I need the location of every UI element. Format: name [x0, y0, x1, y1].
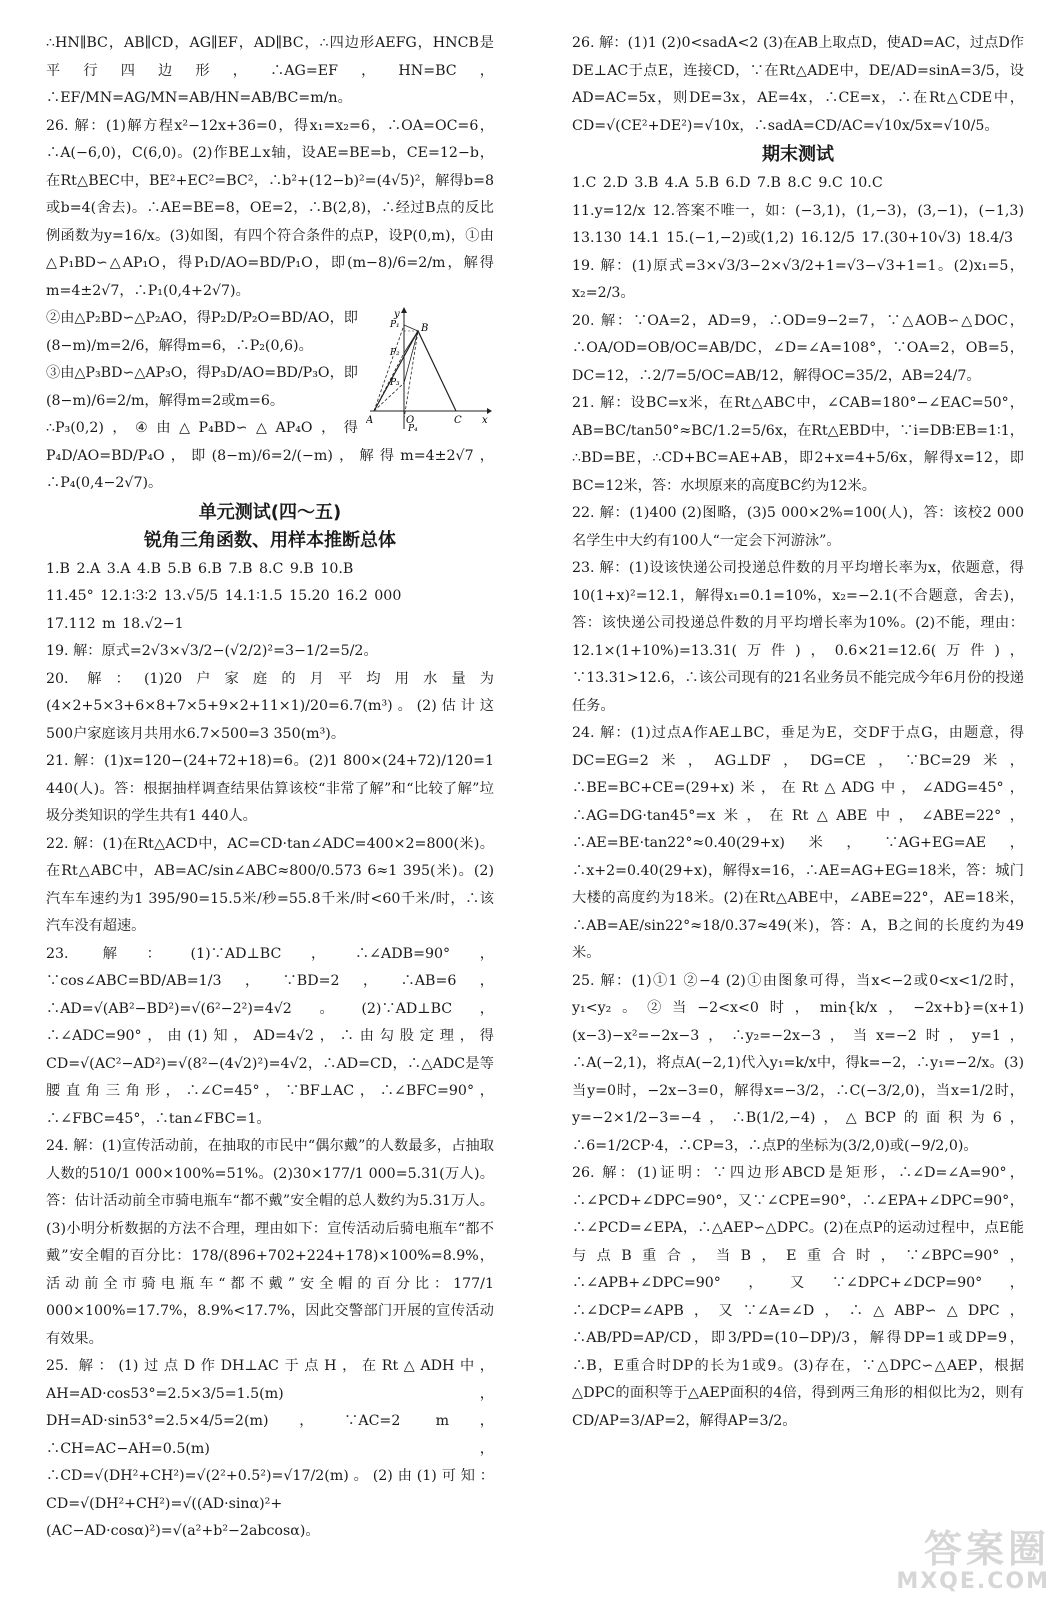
answer-paragraph: ∴HN∥BC，AB∥CD，AG∥EF，AD∥BC，∴四边形AEFG，HNCB是平行四边形，∴AG=EF，HN=BC，∴EF/MN=AG/MN=AB/HN=AB/BC=m/n。 [46, 35, 494, 106]
answer-paragraph: 20. 解：(1)20户家庭的月平均用水量为(4×2+5×3+6×8+7×5+9×2+11×1)/20=6.7(m³)。(2)估计这500户家庭该月共用水6.7×500=3 350(m³)。 [46, 670, 494, 742]
fill-blank-answers: 11.y=12/x 12.答案不唯一，如：(−3,1)，(1,−3)，(3,−1)，(−1,3) 13.130 14.1 15.(−1,−2)或(1,2) 16.12/5 17.(30+10√3) 18.4/3 [572, 202, 1024, 246]
point-label-a: A [366, 415, 374, 426]
answer-paragraph: 24. 解：(1)过点A作AE⊥BC，垂足为E，交DF于点G，由题意，得DC=EG=2米，AG⊥DF，DG=CE，∵BC=29米，∴BE=BC+CE=(29+x)米，在Rt△ADG中，∠ADG=45°，∴AG=DG·tan45°=x米，在Rt△ABE中，∠ABE=22°，∴AE=BE·tan22°≈0.40(29+x)米，∵AG+EG=AE，∴x+2=0.40(29+x)，解得x=16，∴AE=AG+EG=18米，答：城门大楼的高度约为18米。(2)在Rt△ABE中，∠ABE=22°，AE=18米，∴AB=AE/sin22°≈18/0.37≈49(米)，答：A，B之间的长度约为49米。 [572, 725, 1024, 961]
answer-paragraph: 26. 解：(1)1 (2)0<sadA<2 (3)在AB上取点D，使AD=AC，过点D作DE⊥AC于点E，连接CD，∵在Rt△ADE中，DE/AD=sinA=3/5，设AD=AC=5x，则DE=3x，AE=4x，∴CE=x，∴在Rt△CDE中，CD=√(CE²+DE²)=√10x，∴sadA=CD/AC=√10x/5x=√10/5。 [572, 35, 1024, 134]
answer-paragraph: 22. 解：(1)在Rt△ACD中，AC=CD·tan∠ADC=400×2=800(米)。在Rt△ABC中，AB=AC/sin∠ABC≈800/0.573 6≈1 395(米)。(2)汽车车速约为1 395/90=15.5米/秒=55.8千米/时<60千米/时，∴该汽车没有超速。 [46, 835, 494, 934]
watermark [830, 1529, 1050, 1594]
answer-paragraph: ∴P₃(0,2)，④由△P₄BD∽△AP₄O，得P₄D/AO=BD/P₄O，即(8−m)/6=2/(−m)，解得m=4±2√7，∴P₄(0,4−2√7)。 [46, 420, 494, 491]
right-column [572, 30, 1024, 1435]
section-title: 期末测试 [762, 144, 834, 165]
multiple-choice-answers: 1.B 2.A 3.A 4.B 5.B 6.B 7.B 8.C 9.B 10.B [46, 560, 354, 577]
answer-paragraph: 19. 解：(1)原式=3×√3/3−2×√3/2+1=√3−√3+1=1。(2)x₁=5，x₂=2/3。 [572, 257, 1024, 301]
answer-paragraph: 26. 解：(1)解方程x²−12x+36=0，得x₁=x₂=6，∴OA=OC=6，∴A(−6,0)，C(6,0)。(2)作BE⊥x轴，设AE=BE=b，CE=12−b，在Rt△BEC中，BE²+EC²=BC²，∴b²+(12−b)²=(4√5)²，解得b=8或b=4(舍去)。∴AE=BE=8，OE=2，∴B(2,8)，∴经过B点的反比例函数为y=16/x。(3)如图，有四个符合条件的点P，设P(0,m)，①由△P₁BD∽△AP₁O，得P₁D/AO=BD/P₁O，即(m−8)/6=2/m，解得m=4±2√7，∴P₁(0,4+2√7)。 [46, 117, 494, 299]
answer-paragraph: ③由△P₃BD∽△AP₃O，得P₃D/AO=BD/P₃O，即(8−m)/6=2/m，解得m=2或m=6。 [46, 365, 358, 409]
fill-blank-answers: 17.112 m 18.√2−1 [46, 615, 184, 632]
left-column [46, 30, 494, 1546]
point-label-p4: P₄ [408, 424, 418, 433]
point-label-o: O [406, 415, 415, 426]
section-subtitle: 锐角三角函数、用样本推断总体 [144, 529, 396, 551]
section-title: 单元测试(四～五) [198, 501, 342, 523]
answer-paragraph: 20. 解：∵OA=2，AD=9，∴OD=9−2=7，∵△AOB∽△DOC，∴OA/OD=OB/OC=AB/DC，∠D=∠A=108°，∵OA=2，OB=5，DC=12，∴2/7=5/OC=AB/12，解得OC=35/2，AB=24/7。 [572, 312, 1024, 384]
coordinate-figure [366, 307, 494, 433]
point-label-p3: P₃ [390, 378, 400, 388]
watermark-url: MXQE.COM [896, 1569, 1050, 1594]
answer-paragraph: 26. 解：(1)证明：∵四边形ABCD是矩形，∴∠D=∠A=90°，∴∠PCD+∠DPC=90°，又∵∠CPE=90°，∴∠EPA+∠DPC=90°，∴∠PCD=∠EPA，∴△AEP∽△DPC。(2)在点P的运动过程中，点E能与点B重合，当B，E重合时，∵∠BPC=90°，∴∠APB+∠DPC=90°，又∵∠DPC+∠DCP=90°，∴∠DCP=∠APB，又∵∠A=∠D，∴△ABP∽△DPC，∴AB/PD=AP/CD，即3/PD=(10−DP)/3，解得DP=1或DP=9，∴B，E重合时DP的长为1或9。(3)存在，∵△DPC∽△AEP，根据△DPC的面积等于△AEP面积的4倍，得到两三角形的相似比为2，则有CD/AP=3/AP=2，解得AP=3/2。 [572, 1165, 1024, 1429]
axis-label-y: y [394, 309, 400, 320]
answer-paragraph: 23. 解：(1)∵AD⊥BC，∴∠ADB=90°，∵cos∠ABC=BD/AB=1/3，∵BD=2，∴AB=6，∴AD=√(AB²−BD²)=√(6²−2²)=4√2。(2)∵AD⊥BC，∴∠ADC=90°，由(1)知，AD=4√2，∴由勾股定理，得CD=√(AC²−AD²)=√(8²−(4√2)²)=4√2，∴AD=CD，∴△ADC是等腰直角三角形，∴∠C=45°，∵BF⊥AC，∴∠BFC=90°，∴∠FBC=45°，∴tan∠FBC=1。 [46, 945, 494, 1127]
answer-paragraph: 25. 解：(1)①1 ②−4 (2)①由图象可得，当x<−2或0<x<1/2时，y₁<y₂。②当−2<x<0时，min{k/x，−2x+b}=(x+1)(x−3)−x²=−2x−3，∴y₂=−2x−3，当x=−2时，y=1，∴A(−2,1)，将点A(−2,1)代入y₁=k/x中，得k=−2，∴y₁=−2/x。(3)当y=0时，−2x−3=0，解得x=−3/2，∴C(−3/2,0)，当x=1/2时，y=−2×1/2−3=−4，∴B(1/2,−4)，△BCP的面积为6，∴6=1/2CP·4，∴CP=3，∴点P的坐标为(3/2,0)或(−9/2,0)。 [572, 972, 1024, 1154]
point-label-p2: P₂ [390, 348, 400, 358]
answer-paragraph: 22. 解：(1)400 (2)图略，(3)5 000×2%=100(人)，答：该校2 000名学生中大约有100人“一定会下河游泳”。 [572, 505, 1024, 549]
watermark-logo: 答案圈 [923, 1527, 1050, 1571]
answer-paragraph: ②由△P₂BD∽△P₂AO，得P₂D/P₂O=BD/AO，即(8−m)/m=2/6，解得m=6，∴P₂(0,6)。 [46, 310, 358, 354]
answer-paragraph: 21. 解：设BC=x米，在Rt△ABC中，∠CAB=180°−∠EAC=50°，AB=BC/tan50°≈BC/1.2=5/6x，在Rt△EBD中，∵i=DB∶EB=1∶1，∴BD=BE，∴CD+BC=AE+AB，即2+x=4+5/6x，解得x=12，即BC=12米，答：水坝原来的高度BC约为12米。 [572, 395, 1024, 494]
multiple-choice-answers: 1.C 2.D 3.B 4.A 5.B 6.D 7.B 8.C 9.C 10.C [572, 175, 883, 191]
answer-paragraph: 24. 解：(1)宣传活动前，在抽取的市民中“偶尔戴”的人数最多，占抽取人数的510/1 000×100%=51%。(2)30×177/1 000=5.31(万人)。答：估计活动前全市骑电瓶车“都不戴”安全帽的总人数约为5.31万人。(3)小明分析数据的方法不合理，理由如下：宣传活动后骑电瓶车“都不戴”安全帽的百分比：178/(896+702+224+178)×100%=8.9%，活动前全市骑电瓶车“都不戴”安全帽的百分比：177/1 000×100%=17.7%，8.9%<17.7%，因此交警部门开展的宣传活动有效果。 [46, 1138, 494, 1347]
answer-paragraph: 25. 解：(1)过点D作DH⊥AC于点H，在Rt△ADH中，AH=AD·cos53°=2.5×3/5=1.5(m)，DH=AD·sin53°=2.5×4/5=2(m)，∵AC=2 m，∴CH=AC−AH=0.5(m)，∴CD=√(DH²+CH²)=√(2²+0.5²)=√17/2(m)。(2)由(1)可知：CD=√(DH²+CH²)=√((AD·sinα)²+(AC−AD·cosα)²)=√(a²+b²−2abcosα)。 [46, 1358, 494, 1539]
answer-paragraph: 21. 解：(1)x=120−(24+72+18)=6。(2)1 800×(24+72)/120=1 440(人)。答：根据抽样调查结果估算该校“非常了解”和“比较了解”垃圾分类知识的学生共有1 440人。 [46, 753, 494, 824]
answer-paragraph: 19. 解：原式=2√3×√3/2−(√2/2)²=3−1/2=5/2。 [46, 643, 378, 659]
point-label-b: B [421, 323, 429, 334]
point-label-c: C [454, 415, 462, 426]
axis-label-x: x [482, 415, 488, 426]
fill-blank-answers: 11.45° 12.1∶3∶2 13.√5/5 14.1∶1.5 15.20 16.2 000 [46, 588, 402, 604]
point-label-p1: P₁ [390, 320, 400, 330]
answer-paragraph: 23. 解：(1)设该快递公司投递总件数的月平均增长率为x，依题意，得10(1+x)²=12.1，解得x₁=0.1=10%，x₂=−2.1(不合题意，舍去)，答：该快递公司投递总件数的月平均增长率为10%。(2)不能，理由：12.1×(1+10%)=13.31(万件)，0.6×21=12.6(万件)，∵13.31>12.6，∴该公司现有的21名业务员不能完成今年6月份的投递任务。 [572, 560, 1024, 714]
